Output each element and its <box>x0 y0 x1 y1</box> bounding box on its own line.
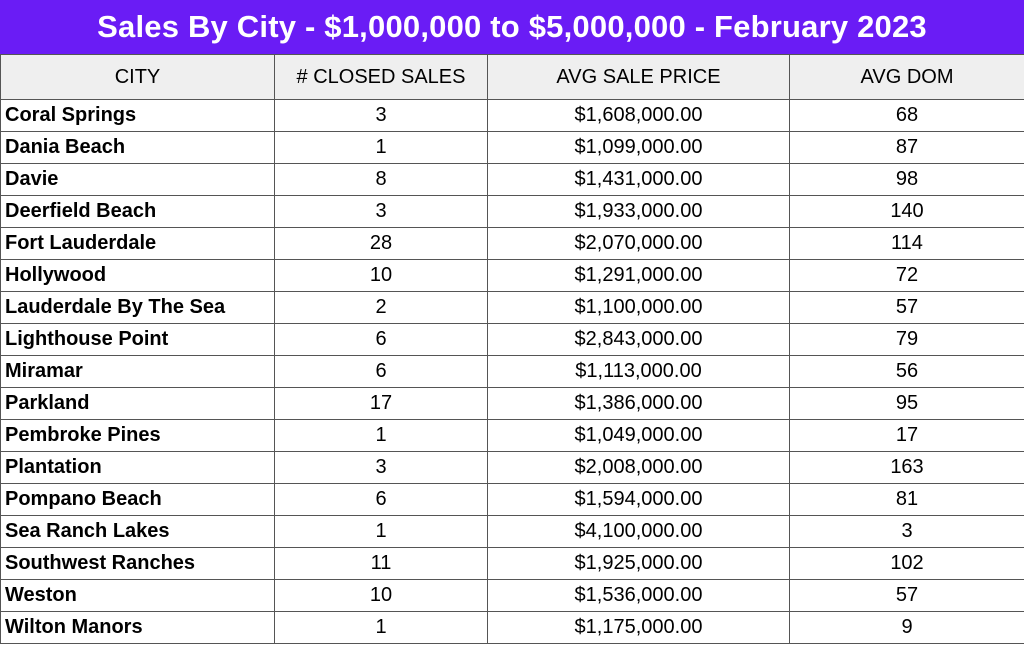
table-row <box>1 292 1024 324</box>
avg-sale-price-cell: $1,175,000.00 <box>488 612 790 644</box>
avg-dom-cell: 140 <box>790 196 1024 228</box>
column-header-avg-sale-price: AVG SALE PRICE <box>488 55 790 100</box>
closed-sales-cell: 2 <box>275 292 488 324</box>
avg-sale-price-cell: $1,608,000.00 <box>488 100 790 132</box>
closed-sales-cell: 6 <box>275 356 488 388</box>
table-body <box>1 100 1024 644</box>
closed-sales-cell: 11 <box>275 548 488 580</box>
avg-sale-price-cell: $2,070,000.00 <box>488 228 790 260</box>
city-cell: Davie <box>1 164 275 196</box>
avg-dom-cell: 9 <box>790 612 1024 644</box>
closed-sales-cell: 1 <box>275 420 488 452</box>
avg-sale-price-cell: $1,431,000.00 <box>488 164 790 196</box>
table-row <box>1 196 1024 228</box>
avg-sale-price-cell: $4,100,000.00 <box>488 516 790 548</box>
column-header-closed-sales: # CLOSED SALES <box>275 55 488 100</box>
closed-sales-cell: 6 <box>275 484 488 516</box>
city-cell: Coral Springs <box>1 100 275 132</box>
avg-dom-cell: 57 <box>790 580 1024 612</box>
avg-sale-price-cell: $1,049,000.00 <box>488 420 790 452</box>
closed-sales-cell: 1 <box>275 516 488 548</box>
avg-sale-price-cell: $1,594,000.00 <box>488 484 790 516</box>
table-row <box>1 356 1024 388</box>
avg-dom-cell: 56 <box>790 356 1024 388</box>
avg-dom-cell: 98 <box>790 164 1024 196</box>
avg-dom-cell: 17 <box>790 420 1024 452</box>
closed-sales-cell: 8 <box>275 164 488 196</box>
table-row <box>1 548 1024 580</box>
city-cell: Wilton Manors <box>1 612 275 644</box>
city-cell: Plantation <box>1 452 275 484</box>
avg-dom-cell: 81 <box>790 484 1024 516</box>
avg-dom-cell: 163 <box>790 452 1024 484</box>
avg-sale-price-cell: $1,099,000.00 <box>488 132 790 164</box>
table-row <box>1 388 1024 420</box>
avg-sale-price-cell: $1,933,000.00 <box>488 196 790 228</box>
table-row <box>1 100 1024 132</box>
table-row <box>1 164 1024 196</box>
avg-sale-price-cell: $1,291,000.00 <box>488 260 790 292</box>
avg-sale-price-cell: $1,386,000.00 <box>488 388 790 420</box>
avg-dom-cell: 102 <box>790 548 1024 580</box>
avg-dom-cell: 68 <box>790 100 1024 132</box>
table-header <box>1 55 1024 100</box>
table-row <box>1 452 1024 484</box>
table-row <box>1 132 1024 164</box>
sales-table <box>0 54 1024 644</box>
closed-sales-cell: 3 <box>275 452 488 484</box>
closed-sales-cell: 17 <box>275 388 488 420</box>
city-cell: Miramar <box>1 356 275 388</box>
column-header-city: CITY <box>1 55 275 100</box>
city-cell: Dania Beach <box>1 132 275 164</box>
closed-sales-cell: 28 <box>275 228 488 260</box>
table-row <box>1 228 1024 260</box>
table-row <box>1 612 1024 644</box>
report-title: Sales By City - $1,000,000 to $5,000,000 - February 2023 <box>0 0 1024 54</box>
closed-sales-cell: 1 <box>275 612 488 644</box>
avg-dom-cell: 114 <box>790 228 1024 260</box>
city-cell: Hollywood <box>1 260 275 292</box>
avg-dom-cell: 95 <box>790 388 1024 420</box>
avg-dom-cell: 3 <box>790 516 1024 548</box>
city-cell: Pompano Beach <box>1 484 275 516</box>
city-cell: Southwest Ranches <box>1 548 275 580</box>
table-row <box>1 324 1024 356</box>
avg-sale-price-cell: $1,536,000.00 <box>488 580 790 612</box>
closed-sales-cell: 3 <box>275 100 488 132</box>
closed-sales-cell: 1 <box>275 132 488 164</box>
avg-sale-price-cell: $2,008,000.00 <box>488 452 790 484</box>
avg-dom-cell: 57 <box>790 292 1024 324</box>
table-row <box>1 580 1024 612</box>
city-cell: Lauderdale By The Sea <box>1 292 275 324</box>
avg-sale-price-cell: $1,100,000.00 <box>488 292 790 324</box>
table-row <box>1 484 1024 516</box>
table-row <box>1 516 1024 548</box>
closed-sales-cell: 6 <box>275 324 488 356</box>
city-cell: Lighthouse Point <box>1 324 275 356</box>
column-header-avg-dom: AVG DOM <box>790 55 1024 100</box>
city-cell: Weston <box>1 580 275 612</box>
table-row <box>1 260 1024 292</box>
avg-dom-cell: 72 <box>790 260 1024 292</box>
closed-sales-cell: 10 <box>275 580 488 612</box>
city-cell: Pembroke Pines <box>1 420 275 452</box>
closed-sales-cell: 3 <box>275 196 488 228</box>
closed-sales-cell: 10 <box>275 260 488 292</box>
avg-dom-cell: 87 <box>790 132 1024 164</box>
avg-dom-cell: 79 <box>790 324 1024 356</box>
city-cell: Parkland <box>1 388 275 420</box>
city-cell: Sea Ranch Lakes <box>1 516 275 548</box>
avg-sale-price-cell: $2,843,000.00 <box>488 324 790 356</box>
city-cell: Deerfield Beach <box>1 196 275 228</box>
avg-sale-price-cell: $1,113,000.00 <box>488 356 790 388</box>
avg-sale-price-cell: $1,925,000.00 <box>488 548 790 580</box>
city-cell: Fort Lauderdale <box>1 228 275 260</box>
table-row <box>1 420 1024 452</box>
header-row <box>1 55 1024 100</box>
